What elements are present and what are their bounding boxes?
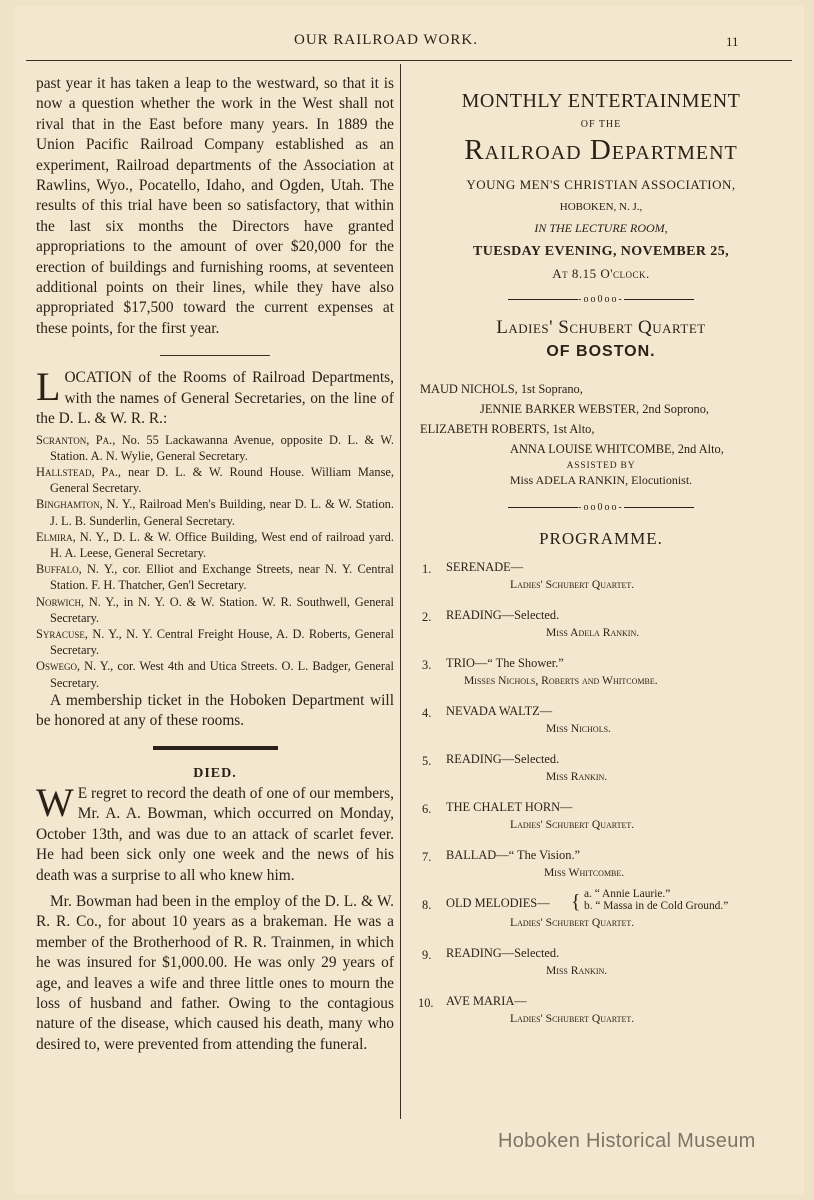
item-title: THE CHALET HORN— [446,800,573,814]
section-rule [160,355,270,356]
place-name: Elmira, N. Y., [36,529,110,544]
item-performer: Miss Rankin. [546,964,608,977]
assistant-name: Miss ADELA RANKIN, Elocutionist. [509,473,693,487]
quartet-city: OF BOSTON. [546,343,656,360]
lecture-room-line: IN THE LECTURE ROOM, [534,221,668,235]
place-name: Hallstead, Pa., [36,464,122,479]
list-item [36,658,394,690]
item-performer: Ladies' Schubert Quartet. [510,916,635,929]
item-number: 4. [422,706,432,720]
melody-variants [584,888,728,912]
programme-item [406,847,796,881]
ornament-line [624,507,694,508]
left-column [36,74,394,1055]
item-performer: Miss Whitcombe. [544,866,625,879]
list-item [36,464,394,496]
right-column [406,82,796,1041]
list-item [36,496,394,528]
place-detail: cor. Elliot and Exchange Streets, near N. Y. Central Station. F. H. Thatcher, Gen'l Secretary. [50,562,395,593]
location-line: HOBOKEN, N. J., [559,201,643,213]
item-number: 3. [422,658,432,672]
dropcap-w: W [36,779,74,825]
died-paragraph-1-text: E regret to record the death of one of our members, Mr. A. A. Bowman, which occurred on Monday, October 13th, and was due to an attack of scarlet fever. He had been sick only one week and the news of his death was a surprise to all who knew him. [36,784,394,884]
ornament-line [508,507,578,508]
quartet-title: Ladies' Schubert Quartet [496,317,706,338]
list-item [36,594,394,626]
programme-item [406,888,796,931]
place-detail: in N. Y. O. & W. Station. W. R. Southwell, General Secretary. [50,594,394,625]
item-title: READING—Selected. [446,946,560,960]
cast-member: JENNIE BARKER WEBSTER, 2nd Soprono, [480,402,710,416]
item-title: SERENADE— [446,560,524,574]
location-intro-text: OCATION of the Rooms of Railroad Departments, with the names of General Secretaries, on the line of the D. L. & W. R. R.: [36,369,394,428]
ornament-line [508,299,578,300]
dropcap-l: L [36,364,61,410]
item-performer: Miss Adela Rankin. [546,626,640,639]
item-number: 7. [422,850,432,864]
location-intro [36,364,394,429]
of-the: OF THE [580,119,622,130]
railroad-department-title: Railroad Department [464,134,738,166]
melody-a: a. “ Annie Laurie.” [584,888,671,900]
item-title: TRIO—“ The Shower.” [446,656,564,670]
ornament-divider [406,294,796,305]
item-performer: Misses Nichols, Roberts and Whitcombe. [464,674,658,687]
place-name: Scranton, Pa., [36,432,116,447]
list-item [36,529,394,561]
place-detail: Railroad Men's Building, near D. L. & W. Station. J. L. B. Sunderlin, General Secretary. [50,497,394,528]
ymca-line: YOUNG MEN'S CHRISTIAN ASSOCIATION, [466,177,736,192]
item-number: 2. [422,610,432,624]
item-number: 6. [422,802,432,816]
programme-item [406,703,796,737]
cast-member: MAUD NICHOLS, 1st Soprano, [420,382,583,396]
document-page [14,6,804,1194]
item-title: AVE MARIA— [446,994,527,1008]
item-performer: Miss Rankin. [546,770,608,783]
programme-item [406,607,796,641]
watermark: Hoboken Historical Museum [498,1130,756,1152]
item-title: NEVADA WALTZ— [446,704,553,718]
cast-member: ANNA LOUISE WHITCOMBE, 2nd Alto, [510,442,724,456]
item-performer: Ladies' Schubert Quartet. [510,578,635,591]
melody-b: b. “ Massa in de Cold Ground.” [584,900,729,912]
item-title: READING—Selected. [446,752,560,766]
ornament-divider [406,502,796,513]
page-number: 11 [726,34,739,49]
intro-paragraph: past year it has taken a leap to the westward, so that it is now a question whether the work in the West shall not rival that in the East before many years. In 1889 the Union Pacific Railroad Company established as an experiment, Railroad departments of the Association at Rawlins, Wyo., Pocatello, Idaho, and Ogden, Utah. The results of this trial have been so satisfactory, that within the last six months the Directors have granted appropriations to the amount of over $20,000 for the erection of buildings and furnishing rooms, at seventeen additional points on their lines, while they have also appropriated $17,500 toward the current expenses at these points, for the first year. [36,75,394,337]
monthly-entertainment-title: MONTHLY ENTERTAINMENT [461,90,741,112]
ornament-glyph: -oo0oo- [578,502,624,513]
place-detail: cor. West 4th and Utica Streets. O. L. Badger, General Secretary. [50,659,394,690]
item-title: OLD MELODIES— [446,896,550,910]
list-item [36,432,394,464]
place-detail: N. Y. Central Freight House, A. D. Roberts, General Secretary. [50,626,394,658]
item-title: BALLAD—“ The Vision.” [446,848,581,862]
programme-item [406,945,796,979]
programme-item [406,655,796,689]
place-name: Oswego, N. Y., [36,659,114,674]
list-item [36,626,394,658]
item-number: 1. [422,562,432,576]
died-heading: DIED. [193,765,237,781]
item-title: READING—Selected. [446,608,560,622]
running-title: OUR RAILROAD WORK. [294,32,478,48]
event-time: At 8.15 O'clock. [552,266,650,281]
ornament-line [624,299,694,300]
item-performer: Ladies' Schubert Quartet. [510,1012,635,1025]
ornament-glyph: -oo0oo- [578,294,624,305]
died-paragraph-1 [36,779,394,886]
cast-list [406,379,796,459]
membership-note: A membership ticket in the Hoboken Department will be honored at any of these rooms. [36,691,394,730]
item-number: 5. [422,754,432,768]
item-number: 10. [418,996,434,1010]
item-performer: Ladies' Schubert Quartet. [510,818,635,831]
item-performer: Miss Nichols. [546,722,611,735]
died-paragraph-2: Mr. Bowman had been in the employ of the D. L. & W. R. R. Co., for about 10 years as a brakeman. He was a member of the Brotherhood of R. R. Trainmen, in which he was insured for $1,000.00. He was only 29 years of age, and leaves a wife and three little ones to mourn the loss of husband and father. Owing to the contagious nature of the disease, which caused his death, many who desired to, were prevented from attending the funeral. [36,893,394,1053]
assisted-by: ASSISTED BY [566,461,636,471]
programme-item [406,751,796,785]
programme-list [406,559,796,1027]
programme-heading: PROGRAMME. [539,529,663,548]
item-number: 8. [422,898,432,912]
cast-member: ELIZABETH ROBERTS, 1st Alto, [420,422,595,436]
heavy-rule [153,746,278,750]
item-number: 9. [422,948,432,962]
place-name: Buffalo, N. Y., [36,562,118,577]
running-head [14,30,804,60]
place-name: Norwich, N. Y., [36,594,119,609]
location-list [36,432,394,691]
column-divider [400,64,401,1119]
programme-item [406,993,796,1027]
place-detail: D. L. & W. Office Building, West end of railroad yard. H. A. Leese, General Secretary. [50,529,394,560]
header-rule [26,60,792,61]
place-name: Binghamton, N. Y., [36,497,136,512]
place-detail: No. 55 Lackawanna Avenue, opposite D. L. & W. Station. A. N. Wylie, General Secretary. [50,432,394,463]
event-date: TUESDAY EVENING, NOVEMBER 25, [473,244,729,259]
programme-item [406,559,796,593]
place-name: Syracuse, N. Y., [36,626,122,641]
brace-glyph: { [571,891,581,913]
place-detail: near D. L. & W. Round House. William Manse, General Secretary. [50,464,394,496]
programme-item [406,799,796,833]
list-item [36,561,394,593]
